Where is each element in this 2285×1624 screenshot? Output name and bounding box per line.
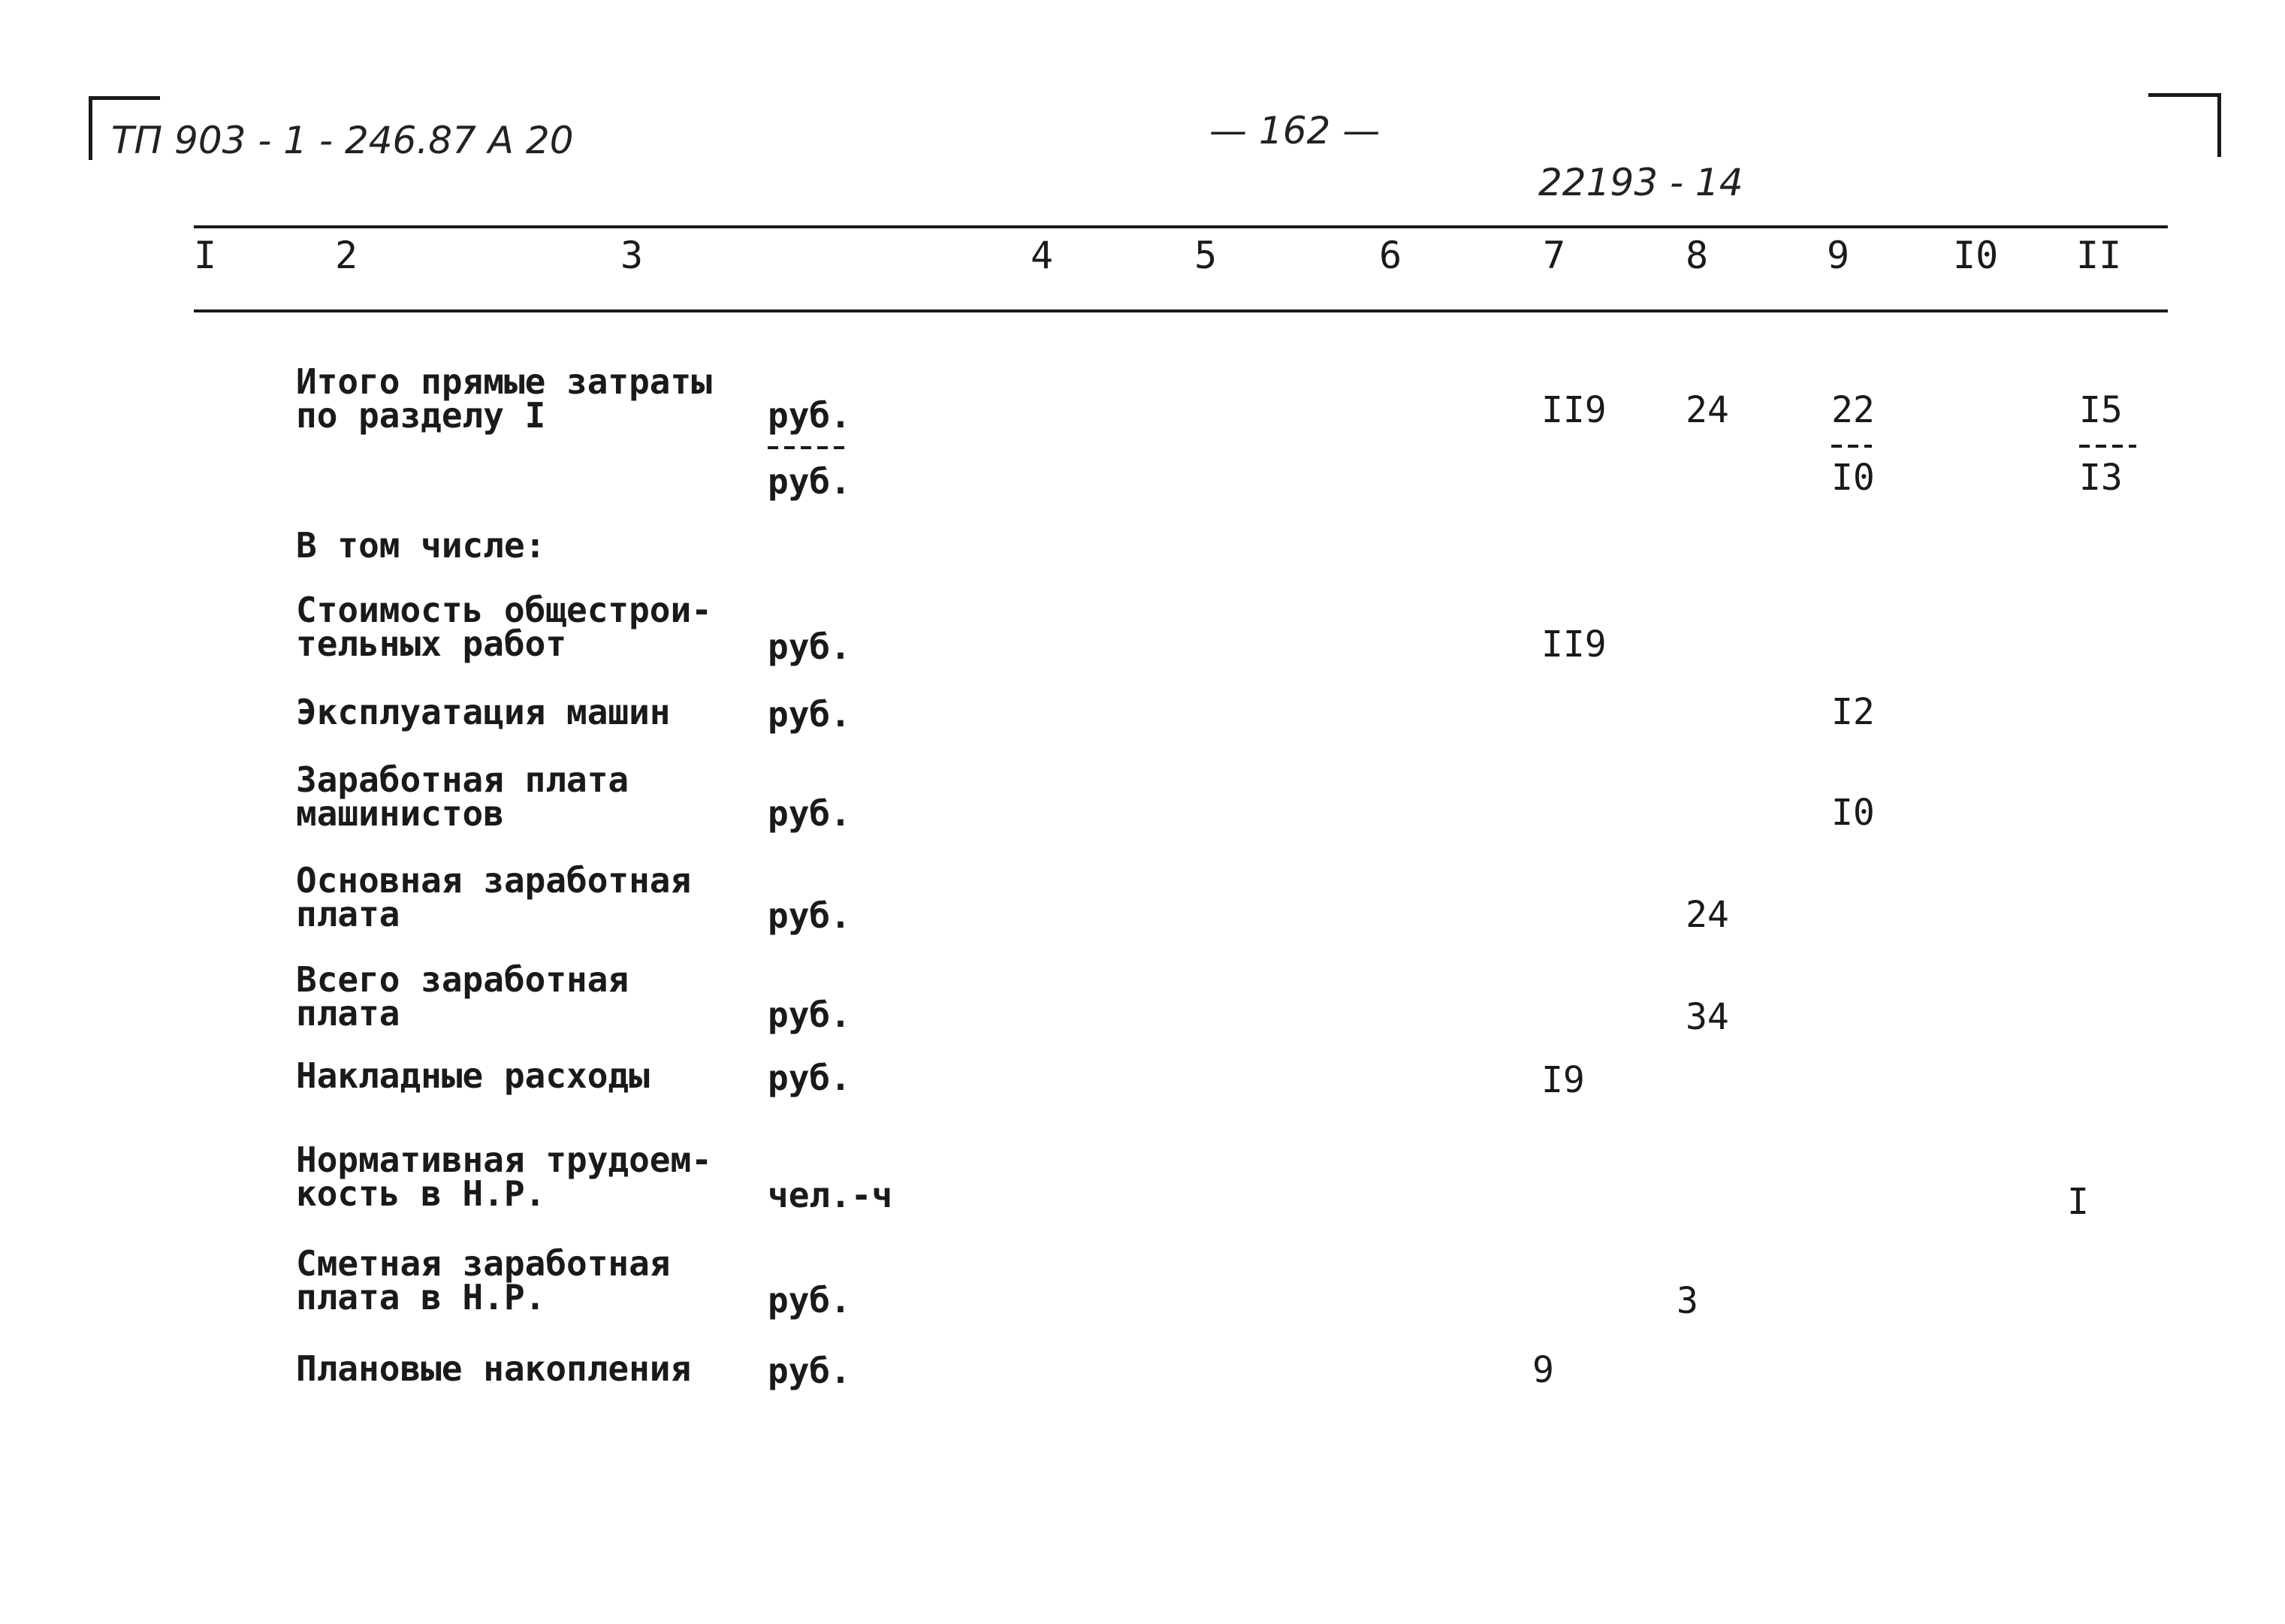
row-unit: руб.: [768, 626, 851, 667]
value-col-11-denominator: I3: [2079, 457, 2123, 499]
value-col-9: I2: [1831, 691, 1875, 733]
fraction-rule: [2079, 445, 2136, 448]
row-unit: руб.: [768, 995, 851, 1035]
value-col-11: I: [2067, 1181, 2089, 1223]
value-col-9: 22: [1831, 389, 1875, 431]
fraction-rule: [1831, 445, 1872, 448]
row-unit-denominator: руб.: [768, 461, 851, 502]
document-code: ТП 903 - 1 - 246.87 А 20: [111, 119, 574, 162]
value-col-8: 34: [1686, 996, 1729, 1038]
column-number: 6: [1379, 234, 1402, 277]
corner-mark-right: [2148, 93, 2221, 157]
row-unit: руб.: [768, 694, 851, 735]
value-col-9: I0: [1831, 792, 1875, 834]
row-label: Стоимость общестрои- тельных работ: [296, 590, 712, 664]
value-col-8: 24: [1686, 894, 1729, 936]
value-col-9-denominator: I0: [1831, 457, 1875, 499]
row-unit: руб.: [768, 793, 851, 834]
row-label: Нормативная трудоем- кость в Н.Р.: [296, 1140, 712, 1214]
row-label: Сметная заработная плата в Н.Р.: [296, 1243, 671, 1318]
column-number: 2: [335, 234, 358, 277]
column-number: I0: [1953, 234, 1999, 277]
row-unit: руб.: [768, 895, 851, 936]
column-number: 7: [1543, 234, 1566, 277]
table-header-rule: [194, 309, 2168, 312]
row-label: В том числе:: [296, 525, 546, 566]
value-col-7: I9: [1541, 1059, 1585, 1101]
row-label: Плановые накопления: [296, 1348, 692, 1389]
column-number: 5: [1194, 234, 1218, 277]
fraction-rule: [768, 446, 849, 449]
row-unit: руб.: [768, 1058, 851, 1098]
value-col-11: I5: [2079, 389, 2123, 431]
row-unit: руб.: [768, 1351, 851, 1391]
row-label: Основная заработная плата: [296, 860, 692, 934]
column-number: 4: [1031, 234, 1054, 277]
column-number: I: [194, 234, 217, 277]
value-col-7: II9: [1541, 623, 1607, 666]
value-col-8: 3: [1677, 1280, 1698, 1322]
value-col-7: II9: [1541, 389, 1607, 431]
column-number: II: [2076, 234, 2122, 277]
row-unit: чел.-ч: [768, 1175, 893, 1215]
table-top-rule: [194, 225, 2168, 228]
sheet-code: 22193 - 14: [1538, 161, 1743, 204]
row-label: Накладные расходы: [296, 1055, 650, 1096]
row-unit: руб.: [768, 395, 851, 436]
page-number: — 162 —: [1209, 109, 1381, 152]
column-number: 8: [1686, 234, 1709, 277]
value-col-7: 9: [1532, 1349, 1554, 1391]
value-col-8: 24: [1686, 389, 1729, 431]
row-label: Итого прямые затраты по разделу I: [296, 361, 712, 436]
row-unit: руб.: [768, 1280, 851, 1321]
row-label: Эксплуатация машин: [296, 692, 671, 732]
column-number: 3: [620, 234, 644, 277]
row-label: Заработная плата машинистов: [296, 759, 629, 834]
row-label: Всего заработная плата: [296, 959, 629, 1034]
column-number: 9: [1827, 234, 1850, 277]
